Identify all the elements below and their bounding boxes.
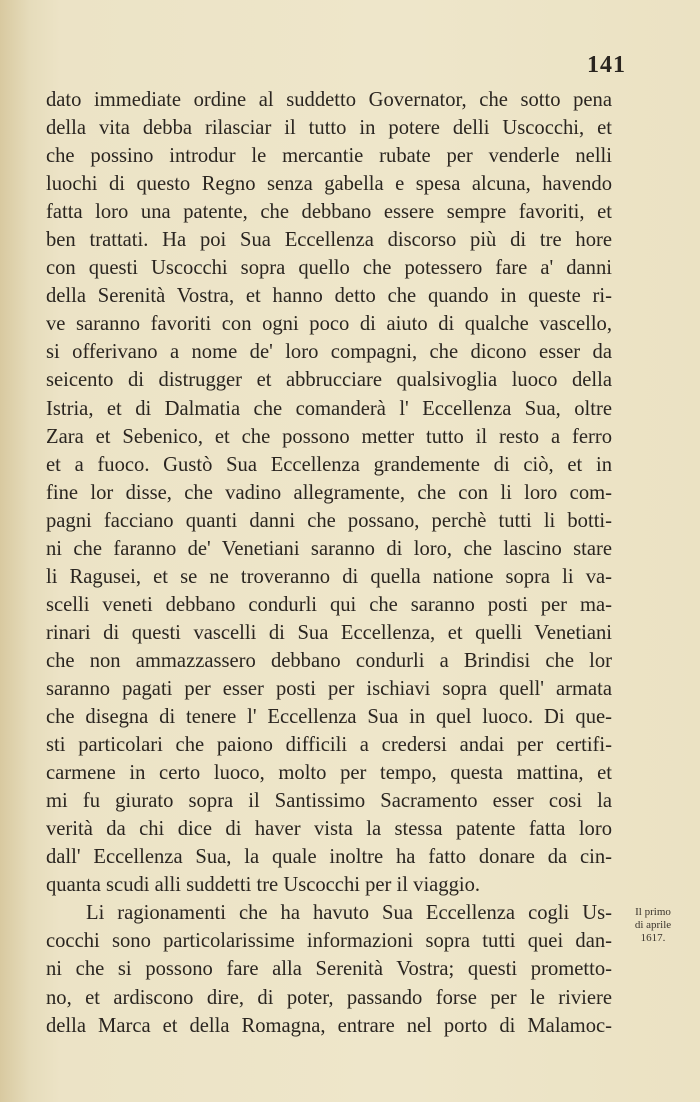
text-line: li Ragusei, et se ne troveranno di quella natione sopra li va- (46, 565, 612, 588)
text-line: no, et ardiscono dire, di poter, passando forse per le riviere (46, 986, 612, 1009)
margin-note-line: di aprile (634, 919, 672, 931)
text-line: Zara et Sebenico, et che possono metter tutto il resto a ferro (46, 425, 612, 448)
body-text (46, 86, 612, 1040)
text-line: seicento di distrugger et abbrucciare qualsivoglia luoco della (46, 369, 612, 392)
text-line: fatta loro una patente, che debbano essere sempre favoriti, et (46, 201, 612, 224)
text-line: con questi Uscocchi sopra quello che potessero fare a' danni (46, 257, 612, 280)
paragraph-start-line: Li ragionamenti che ha havuto Sua Eccellenza cogli Us- (86, 902, 612, 925)
text-line: della Marca et della Romagna, entrare nel porto di Malamoc- (46, 1014, 612, 1037)
text-line: verità da chi dice di haver vista la stessa patente fatta loro (46, 818, 612, 841)
text-line: ben trattati. Ha poi Sua Eccellenza discorso più di tre hore (46, 229, 612, 252)
text-line: cocchi sono particolarissime informazioni sopra tutti quei dan- (46, 930, 612, 953)
text-line: saranno pagati per esser posti per ischiavi sopra quell' armata (46, 677, 612, 700)
margin-note-line: Il primo (635, 906, 671, 918)
text-line: che possino introdur le mercantie rubate per venderle nelli (46, 145, 612, 168)
page-number: 141 (587, 52, 626, 78)
text-line: dato immediate ordine al suddetto Governator, che sotto pena (46, 89, 612, 111)
text-line: della Serenità Vostra, et hanno detto che quando in queste ri- (46, 285, 612, 308)
margin-note (618, 906, 688, 945)
text-line: et a fuoco. Gustò Sua Eccellenza grandemente di ciò, et in (46, 453, 612, 476)
text-line: della vita debba rilasciar il tutto in potere delli Uscocchi, et (46, 117, 612, 140)
text-line: ve saranno favoriti con ogni poco di aiuto di qualche vascello, (46, 313, 612, 336)
text-line: quanta scudi alli suddetti tre Uscocchi per il viaggio. (46, 874, 481, 897)
text-line: pagni facciano quanti danni che possano, perchè tutti li botti- (46, 509, 612, 532)
text-line: ni che faranno de' Venetiani saranno di loro, che lascino stare (46, 537, 612, 560)
text-line: Istria, et di Dalmatia che comanderà l' Eccellenza Sua, oltre (46, 397, 612, 420)
text-line: luochi di questo Regno senza gabella e spesa alcuna, havendo (46, 173, 612, 196)
text-line: carmene in certo luoco, molto per tempo, questa mattina, et (46, 762, 612, 785)
text-line: sti particolari che paiono difficili a credersi andai per certifi- (46, 734, 612, 757)
text-line: che disegna di tenere l' Eccellenza Sua in quel luoco. Di que- (46, 706, 612, 729)
text-line: fine lor disse, che vadino allegramente, che con li loro com- (46, 481, 612, 504)
text-line: ni che si possono fare alla Serenità Vostra; questi prometto- (46, 958, 612, 981)
text-line: rinari di questi vascelli di Sua Eccellenza, et quelli Venetiani (46, 621, 612, 644)
margin-note-line: 1617. (640, 932, 666, 944)
text-line: scelli veneti debbano condurli qui che saranno posti per ma- (46, 593, 612, 616)
text-line: che non ammazzassero debbano condurli a Brindisi che lor (46, 649, 612, 672)
text-line: si offerivano a nome de' loro compagni, che dicono esser da (46, 341, 612, 364)
text-line: mi fu giurato sopra il Santissimo Sacramento esser cosi la (46, 790, 612, 813)
text-line: dall' Eccellenza Sua, la quale inoltre ha fatto donare da cin- (46, 846, 612, 869)
